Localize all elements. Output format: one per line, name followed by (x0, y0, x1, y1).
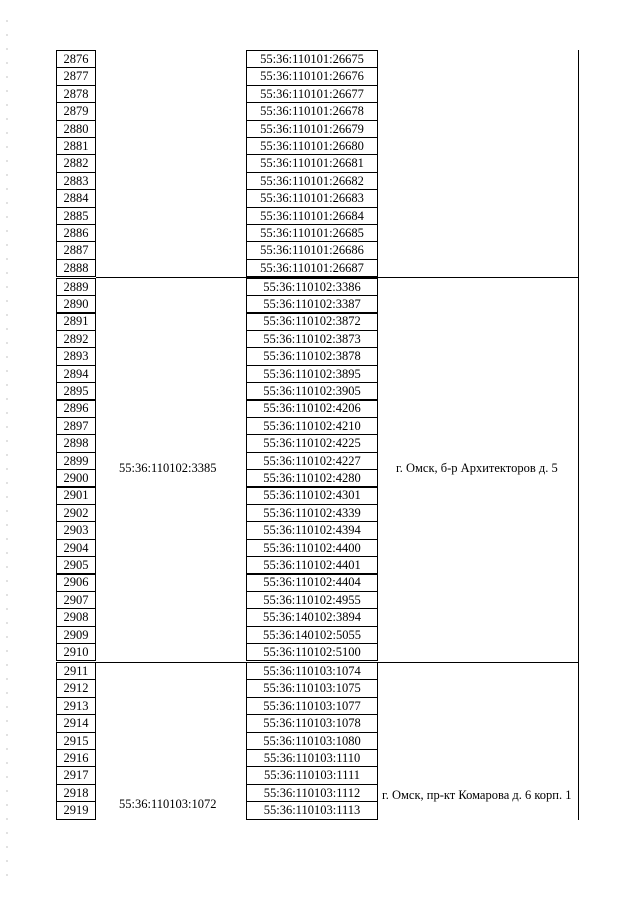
table-right-border (578, 50, 579, 820)
row-number: 2890 (56, 295, 96, 313)
row-number: 2886 (56, 224, 96, 242)
cadastral-number: 55:36:110102:4206 (246, 400, 378, 418)
row-number: 2888 (56, 259, 96, 277)
cadastral-number: 55:36:110103:1110 (246, 749, 378, 767)
cadastral-number: 55:36:110102:4227 (246, 452, 378, 470)
row-number: 2883 (56, 172, 96, 190)
cadastral-number: 55:36:110101:26686 (246, 241, 378, 259)
row-number: 2905 (56, 556, 96, 574)
cadastral-number: 55:36:110102:3387 (246, 295, 378, 313)
cadastral-number: 55:36:110102:4400 (246, 539, 378, 557)
cadastral-number: 55:36:110101:26682 (246, 172, 378, 190)
row-number: 2899 (56, 452, 96, 470)
cadastral-number: 55:36:110101:26678 (246, 102, 378, 120)
row-number: 2896 (56, 400, 96, 418)
row-number: 2892 (56, 330, 96, 348)
cadastral-number: 55:36:110101:26681 (246, 154, 378, 172)
cadastral-number: 55:36:110101:26684 (246, 207, 378, 225)
cadastral-number: 55:36:110103:1112 (246, 784, 378, 802)
cadastral-number: 55:36:110103:1075 (246, 679, 378, 697)
cadastral-number: 55:36:110102:4210 (246, 417, 378, 435)
row-number: 2893 (56, 347, 96, 365)
row-number: 2898 (56, 434, 96, 452)
row-number: 2903 (56, 521, 96, 539)
row-number: 2917 (56, 766, 96, 784)
row-number: 2916 (56, 749, 96, 767)
cadastral-number: 55:36:110101:26685 (246, 224, 378, 242)
cadastral-number: 55:36:110101:26675 (246, 50, 378, 68)
cadastral-number: 55:36:110102:3905 (246, 382, 378, 400)
cadastral-number: 55:36:110103:1078 (246, 714, 378, 732)
cadastral-number: 55:36:110102:4955 (246, 591, 378, 609)
cadastral-number: 55:36:110102:4301 (246, 487, 378, 505)
row-number: 2913 (56, 697, 96, 715)
scan-margin-artifact (6, 20, 8, 880)
row-number: 2882 (56, 154, 96, 172)
cadastral-number: 55:36:110101:26687 (246, 259, 378, 277)
group-address: г. Омск, пр-кт Комарова д. 6 корп. 1 (382, 787, 572, 802)
cadastral-number: 55:36:110102:3878 (246, 347, 378, 365)
row-number: 2907 (56, 591, 96, 609)
row-number: 2887 (56, 241, 96, 259)
row-number: 2877 (56, 67, 96, 85)
cadastral-number: 55:36:110101:26677 (246, 85, 378, 103)
cadastral-number: 55:36:110101:26676 (246, 67, 378, 85)
row-number: 2881 (56, 137, 96, 155)
cadastral-number: 55:36:110102:3872 (246, 313, 378, 331)
row-number: 2911 (56, 662, 96, 680)
cadastral-number: 55:36:110102:4225 (246, 434, 378, 452)
cadastral-number: 55:36:110102:4394 (246, 521, 378, 539)
cadastral-number: 55:36:110103:1113 (246, 801, 378, 819)
cadastral-number: 55:36:110102:3386 (246, 278, 378, 296)
row-number: 2902 (56, 504, 96, 522)
row-number: 2915 (56, 732, 96, 750)
cadastral-number: 55:36:110102:4404 (246, 574, 378, 592)
row-number: 2884 (56, 189, 96, 207)
row-number: 2895 (56, 382, 96, 400)
row-number: 2880 (56, 120, 96, 138)
cadastral-number: 55:36:110102:3895 (246, 365, 378, 383)
cadastral-number: 55:36:110102:5100 (246, 643, 378, 661)
row-number: 2908 (56, 608, 96, 626)
cadastral-number: 55:36:140102:3894 (246, 608, 378, 626)
group-parcel-number: 55:36:110103:1072 (119, 796, 217, 811)
cadastral-number: 55:36:140102:5055 (246, 626, 378, 644)
row-number: 2918 (56, 784, 96, 802)
cadastral-number: 55:36:110103:1074 (246, 662, 378, 680)
row-number: 2891 (56, 313, 96, 331)
cadastral-number: 55:36:110103:1111 (246, 766, 378, 784)
group-address: г. Омск, б-р Архитекторов д. 5 (396, 461, 558, 476)
row-number: 2904 (56, 539, 96, 557)
row-number: 2912 (56, 679, 96, 697)
group-parcel-number: 55:36:110102:3385 (119, 461, 217, 476)
row-number: 2879 (56, 102, 96, 120)
row-number: 2901 (56, 487, 96, 505)
cadastral-number: 55:36:110101:26683 (246, 189, 378, 207)
cadastral-number: 55:36:110102:4401 (246, 556, 378, 574)
cadastral-number: 55:36:110101:26680 (246, 137, 378, 155)
row-number: 2885 (56, 207, 96, 225)
row-number: 2878 (56, 85, 96, 103)
group-separator (96, 277, 578, 278)
row-number: 2876 (56, 50, 96, 68)
cadastral-number: 55:36:110102:4339 (246, 504, 378, 522)
row-number: 2894 (56, 365, 96, 383)
group-separator (96, 662, 578, 663)
cadastral-number: 55:36:110101:26679 (246, 120, 378, 138)
row-number: 2919 (56, 801, 96, 819)
row-number: 2897 (56, 417, 96, 435)
cadastral-number: 55:36:110102:3873 (246, 330, 378, 348)
cadastral-number: 55:36:110103:1080 (246, 732, 378, 750)
row-number: 2906 (56, 574, 96, 592)
row-number: 2909 (56, 626, 96, 644)
cadastral-number: 55:36:110103:1077 (246, 697, 378, 715)
cadastral-number: 55:36:110102:4280 (246, 469, 378, 487)
row-number: 2889 (56, 278, 96, 296)
row-number: 2900 (56, 469, 96, 487)
row-number: 2910 (56, 643, 96, 661)
row-number: 2914 (56, 714, 96, 732)
